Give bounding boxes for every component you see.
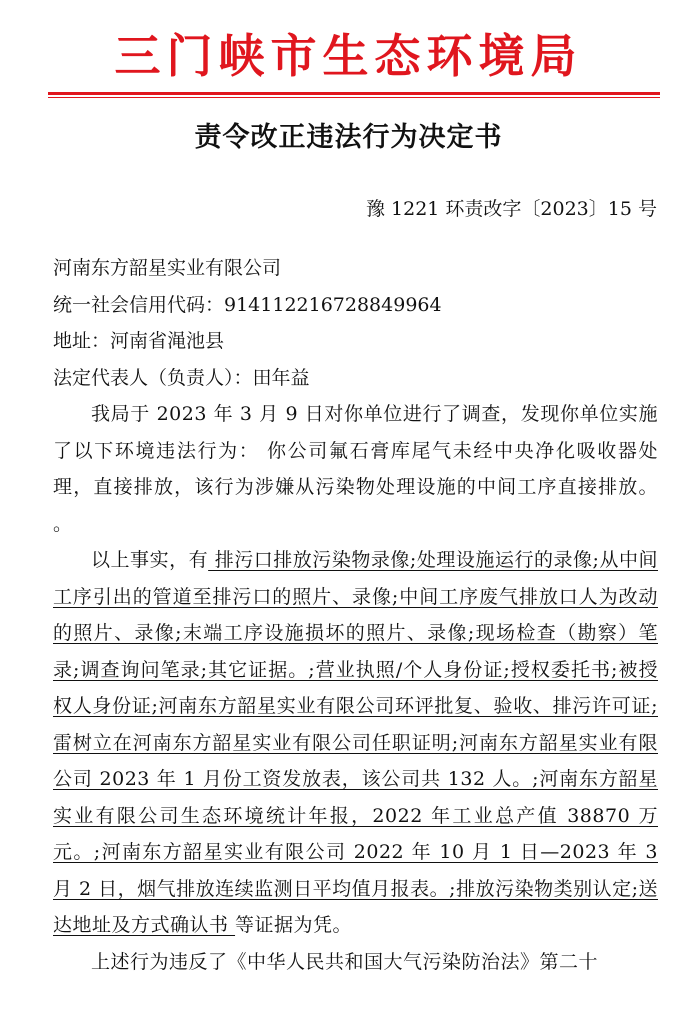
agency-name: 三门峡市生态环境局 — [114, 29, 583, 83]
recipient-company: 河南东方韶星实业有限公司 — [53, 257, 282, 279]
document-title: 责令改正违法行为决定书 — [194, 122, 503, 153]
evidence-prefix: 以上事实，有 — [91, 549, 209, 571]
document-body — [53, 250, 658, 980]
address: 地址：河南省渑池县 — [53, 330, 225, 352]
evidence-list: 排污口排放污染物录像;处理设施运行的录像;从中间工序引出的管道至排污口的照片、录像;中间工序废气排放口人为改动的照片、录像;末端工序设施损坏的照片、录像;现场检查（勘察）笔录;调查询问笔录;其它证据。;营业执照/个人身份证;授权委托书;被授权人身份证;河南东方韶星实业有限公司环评批复、验收、排污许可证;雷树立在河南东方韶星实业有限公司任职证明;河南东方韶星实业有限公司 2023 年 1 月份工资发放表，该公司共 132 人。;河南东方韶星实业有限公司生态环境统计年报，2022 年工业总产值 38870 万元。;河南东方韶星实业有限公司 2022 年 10 月 1 日—2023 年 3 月 2 日，烟气排放连续监测日平均值月报表。;排放污染物类别认定;送达地址及方式确认书 — [53, 549, 658, 936]
document-number: 豫 1221 环责改字〔2023〕15 号 — [365, 198, 657, 220]
investigation-paragraph: 我局于 2023 年 3 月 9 日对你单位进行了调查，发现你单位实施了以下环境违法行为： 你公司氟石膏库尾气未经中央净化吸收器处理，直接排放，该行为涉嫌从污染物处理设施的中间工序直接排放。 。 — [53, 403, 658, 535]
violation-paragraph: 上述行为违反了《中华人民共和国大气污染防治法》第二十 — [91, 950, 599, 973]
evidence-paragraph — [53, 542, 658, 944]
legal-representative: 法定代表人（负责人）：田年益 — [53, 366, 310, 389]
header-rule-thick — [48, 92, 660, 95]
header-rule-thin — [48, 97, 660, 98]
evidence-suffix: 等证据为凭。 — [235, 914, 353, 936]
credit-code: 统一社会信用代码：914112216728849964 — [53, 293, 442, 316]
